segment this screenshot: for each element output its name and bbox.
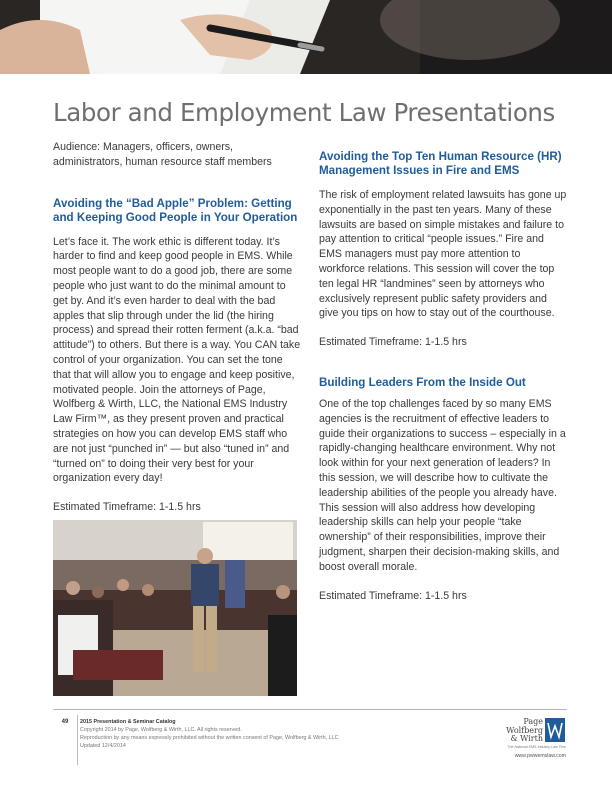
bad-apple-body: Let’s face it. The work ethic is different today. It’s harder to find and keep good people in EMS. While most people want to do a good job, there are some people who just want to do the minimal amount to get by. And it’s even harder to deal with the bad apples that slip through under the lid (the hiring process) and spread their rotten ferment (a.k.a. “bad attitude”) to others. But there is a way. You CAN take control of your organization. You can set the tone that that will allow you to engage and keep positive, motivated people. Join the attorneys of Page, Wolfberg & Wirth, LLC, the National EMS Industry Law Firm™, as they present proven and practical strategies on how you can develop EMS staff who are not just “punched in” — but also “tuned in” and “turned on” to doing their very best for your organization every day! [53, 235, 301, 485]
logo-line-page: Page [523, 717, 543, 726]
updated-text: Updated 12/4/2014 [80, 743, 126, 749]
footer-text [80, 718, 339, 750]
right-column [319, 150, 567, 603]
page-number: 49 [61, 719, 69, 725]
copyright-text: Copyright 2014 by Page, Wolfberg & Wirth, LLC. All rights reserved. [80, 727, 242, 733]
page-title: Labor and Employment Law Presentations [53, 98, 555, 127]
seminar-audience-image [53, 520, 297, 696]
footer-divider [53, 709, 567, 710]
hand-writing-photo [0, 0, 612, 74]
catalog-title: 2015 Presentation & Seminar Catalog [80, 719, 176, 725]
audience-text: Audience: Managers, officers, owners, administrators, human resource staff members [53, 141, 272, 168]
leaders-heading: Building Leaders From the Inside Out [319, 375, 526, 389]
hr-issues-timeframe: Estimated Timeframe: 1-1.5 hrs [319, 336, 467, 349]
firm-logo [500, 718, 568, 764]
logo-mark-icon [545, 718, 565, 742]
left-column [53, 140, 302, 515]
bad-apple-timeframe: Estimated Timeframe: 1-1.5 hrs [53, 501, 201, 514]
reproduction-text: Reproduction by any means expressly prohibited without the written consent of Page, Wolfberg & Wirth, LLC [80, 735, 339, 741]
website-link[interactable]: www.pwwemslaw.com [514, 753, 566, 759]
logo-wordmark [500, 718, 543, 744]
hr-issues-body: The risk of employment related lawsuits has gone up exponentially in the past ten years. Many of these lawsuits are based on simple mistakes and failure to pay attention to critical “people issues.” Fire and EMS managers must pay more attention to workforce relations. This session will cover the top ten legal HR “landmines” seen by attorneys who exclusively represent public safety providers and give you tips on how to stay out of the courthouse. [319, 189, 567, 320]
presenter-photo [53, 520, 297, 696]
logo-tagline: The National EMS Industry Law Firm [507, 745, 566, 749]
logo-line-wirth: & Wirth [510, 734, 543, 743]
leaders-timeframe: Estimated Timeframe: 1-1.5 hrs [319, 589, 467, 602]
logo-line-wolfberg: Wolfberg [506, 725, 543, 735]
page-number-divider [77, 715, 78, 765]
bad-apple-heading: Avoiding the “Bad Apple” Problem: Getting and Keeping Good People in Your Operation [53, 196, 298, 224]
leaders-body: One of the top challenges faced by so many EMS agencies is the recruitment of effective leaders to guide their organizations to success – especially in a rapidly-changing healthcare environment. Why not look within for your next generation of leaders? In this session, we will describe how to cultivate the leadership abilities of the people you already have. This session will also address how developing leadership skills can help your people “take ownership” of their responsibilities, improve their judgment, sharpen their decision-making skills, and boost overall morale. [319, 397, 566, 573]
header-photo [0, 0, 612, 74]
hr-issues-heading: Avoiding the Top Ten Human Resource (HR) Management Issues in Fire and EMS [319, 150, 562, 177]
